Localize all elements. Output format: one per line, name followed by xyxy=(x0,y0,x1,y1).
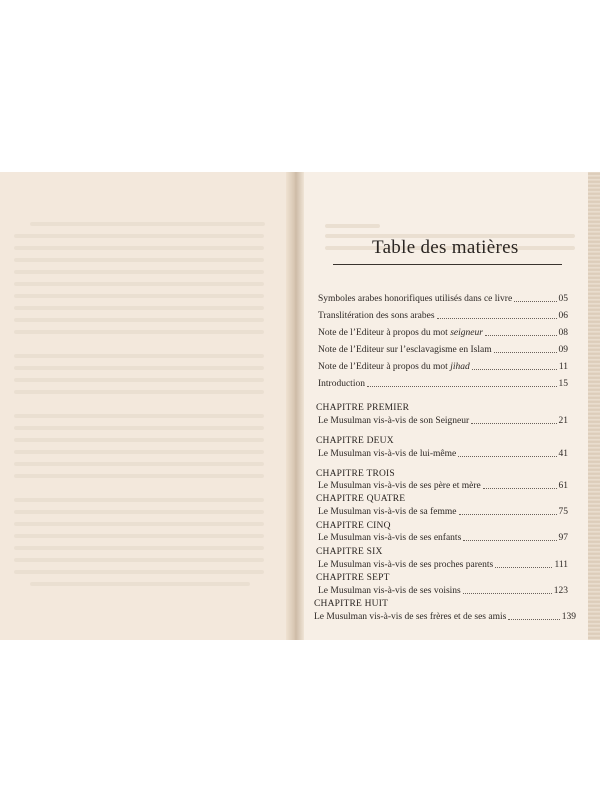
bleed-through-line xyxy=(14,258,264,262)
leader-dots xyxy=(459,514,557,515)
leader-dots xyxy=(463,593,552,594)
background-bottom xyxy=(0,640,600,800)
bleed-through-line xyxy=(14,498,264,502)
bleed-through-line xyxy=(14,294,264,298)
bleed-through-line xyxy=(14,450,264,454)
toc-entry xyxy=(318,328,568,338)
bleed-through-line xyxy=(30,222,265,226)
chapter-entry xyxy=(318,481,568,491)
toc-entry-text: Symboles arabes honorifiques utilisés dans ce livre xyxy=(318,294,513,304)
italic-word: jihad xyxy=(450,362,470,372)
bleed-through-line xyxy=(14,390,264,394)
bleed-through-line xyxy=(14,510,264,514)
chapter-page: 123 xyxy=(553,586,568,596)
background-top xyxy=(0,0,600,172)
leader-dots xyxy=(495,567,552,568)
chapter-title: Le Musulman vis-à-vis de sa femme xyxy=(318,507,457,517)
leader-dots xyxy=(458,456,556,457)
chapter-title: Le Musulman vis-à-vis de lui-même xyxy=(318,449,457,459)
bleed-through-line xyxy=(14,570,264,574)
chapter-heading: CHAPITRE HUIT xyxy=(314,599,389,609)
chapter-title: Le Musulman vis-à-vis de son Seigneur xyxy=(318,416,470,426)
leader-dots xyxy=(471,423,556,424)
toc-entry-page: 05 xyxy=(558,294,568,304)
toc-entry-page: 09 xyxy=(558,345,568,355)
bleed-through-line xyxy=(14,438,264,442)
chapter-page: 61 xyxy=(558,481,568,491)
bleed-through-line xyxy=(14,414,264,418)
bleed-through-line xyxy=(14,378,264,382)
toc-entry-page: 11 xyxy=(558,362,568,372)
leader-dots xyxy=(514,301,556,302)
bleed-through-line xyxy=(14,522,264,526)
chapter-heading: CHAPITRE TROIS xyxy=(316,469,395,479)
chapter-heading: CHAPITRE PREMIER xyxy=(316,403,410,413)
chapter-heading: CHAPITRE CINQ xyxy=(316,521,391,531)
toc-entry-text: Note de l’Editeur sur l’esclavagisme en Islam xyxy=(318,345,492,355)
toc-entry-text: Note de l’Editeur à propos du mot seigneur xyxy=(318,328,483,338)
bleed-through-line xyxy=(14,330,264,334)
bleed-through-line xyxy=(14,534,264,538)
bleed-through-line xyxy=(30,582,250,586)
bleed-through-line xyxy=(14,318,264,322)
chapter-entry xyxy=(318,507,568,517)
toc-entry xyxy=(318,294,568,304)
leader-dots xyxy=(508,619,559,620)
toc-entry-page: 06 xyxy=(558,311,568,321)
page-edges xyxy=(588,172,600,640)
chapter-page: 75 xyxy=(558,507,568,517)
bleed-through-line xyxy=(14,474,264,478)
bleed-through-line xyxy=(325,224,380,228)
bleed-through-line xyxy=(14,366,264,370)
leader-dots xyxy=(485,335,557,336)
bleed-through-line xyxy=(14,426,264,430)
bleed-through-line xyxy=(14,270,264,274)
chapter-title: Le Musulman vis-à-vis de ses frères et de ses amis xyxy=(314,612,507,622)
title-rule xyxy=(333,264,562,265)
chapter-entry xyxy=(314,612,576,622)
chapter-entry xyxy=(318,416,568,426)
chapter-page: 111 xyxy=(554,560,568,570)
leader-dots xyxy=(494,352,557,353)
chapter-title: Le Musulman vis-à-vis de ses proches parents xyxy=(318,560,494,570)
toc-title: Table des matières xyxy=(372,237,519,258)
leader-dots xyxy=(483,488,557,489)
chapter-entry xyxy=(318,533,568,543)
leader-dots xyxy=(472,369,557,370)
chapter-title: Le Musulman vis-à-vis de ses enfants xyxy=(318,533,462,543)
book-gutter xyxy=(286,172,304,640)
chapter-page: 21 xyxy=(558,416,568,426)
chapter-title: Le Musulman vis-à-vis de ses père et mère xyxy=(318,481,481,491)
left-page xyxy=(0,172,290,640)
leader-dots xyxy=(367,386,557,387)
bleed-through-line xyxy=(14,306,264,310)
bleed-through-line xyxy=(14,546,264,550)
bleed-through-line xyxy=(14,462,264,466)
chapter-entry xyxy=(318,560,568,570)
toc-entry xyxy=(318,345,568,355)
chapter-entry xyxy=(318,449,568,459)
chapter-heading: CHAPITRE SIX xyxy=(316,547,383,557)
chapter-page: 139 xyxy=(561,612,576,622)
leader-dots xyxy=(437,318,557,319)
toc-entry-text: Note de l’Editeur à propos du mot jihad xyxy=(318,362,470,372)
chapter-heading: CHAPITRE QUATRE xyxy=(316,494,406,504)
toc-entry xyxy=(318,311,568,321)
toc-entry xyxy=(318,379,568,389)
chapter-title: Le Musulman vis-à-vis de ses voisins xyxy=(318,586,461,596)
toc-entry-page: 08 xyxy=(558,328,568,338)
toc-entry-text: Introduction xyxy=(318,379,365,389)
chapter-page: 41 xyxy=(558,449,568,459)
chapter-page: 97 xyxy=(558,533,568,543)
chapter-heading: CHAPITRE DEUX xyxy=(316,436,394,446)
bleed-through-line xyxy=(14,234,264,238)
italic-word: seigneur xyxy=(450,328,483,338)
toc-entry-text: Translitération des sons arabes xyxy=(318,311,435,321)
leader-dots xyxy=(463,540,556,541)
bleed-through-line xyxy=(14,246,264,250)
toc-entry xyxy=(318,362,568,372)
bleed-through-line xyxy=(14,558,264,562)
bleed-through-line xyxy=(14,282,264,286)
toc-entry-page: 15 xyxy=(558,379,568,389)
bleed-through-line xyxy=(14,354,264,358)
chapter-entry xyxy=(318,586,568,596)
chapter-heading: CHAPITRE SEPT xyxy=(316,573,390,583)
